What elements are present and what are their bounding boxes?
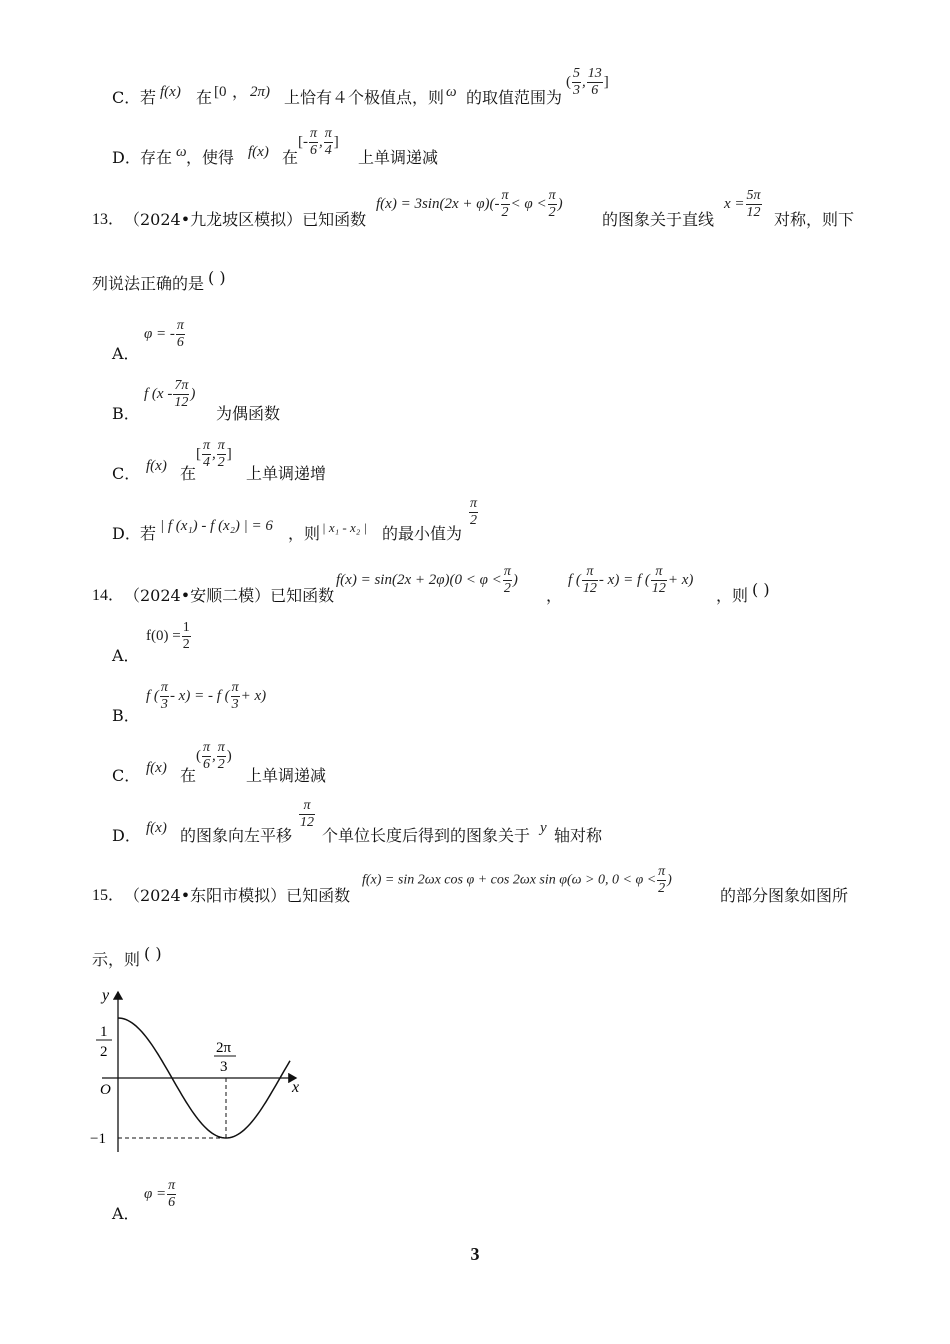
text: 对称，则下 — [774, 210, 855, 229]
option-label: B． — [112, 706, 140, 725]
denominator: 3 — [231, 697, 239, 712]
question-source: （2024•九龙坡区模拟）已知函数 — [124, 210, 367, 229]
expr: φ = — [144, 1185, 167, 1202]
denominator: 6 — [168, 1195, 176, 1210]
expr: f ( — [146, 687, 159, 704]
numerator: π — [310, 126, 318, 141]
origin-label: O — [100, 1082, 111, 1098]
expr: f(0) = — [146, 627, 181, 644]
numerator: π — [651, 564, 667, 581]
text: 在 — [180, 464, 197, 483]
fraction — [176, 318, 185, 351]
math — [144, 1178, 177, 1211]
math — [468, 496, 479, 529]
math-expr: | x₁ - x₂ | — [322, 520, 368, 535]
math — [298, 798, 316, 831]
numerator: π — [160, 680, 168, 695]
page-number: 3 — [470, 1244, 480, 1264]
numerator: 1 — [182, 620, 190, 635]
denominator: 2 — [182, 637, 190, 652]
math-interval — [298, 126, 339, 159]
paren: ) — [226, 747, 232, 764]
text: 轴对称 — [554, 826, 603, 845]
tick-half-numerator: 1 — [100, 1024, 108, 1040]
numerator: π — [231, 680, 239, 695]
tick-half-denominator: 2 — [100, 1044, 108, 1060]
answer-blank: ( ) — [752, 580, 770, 599]
math — [146, 620, 192, 653]
question-number: 15． — [92, 887, 125, 904]
expr: + x) — [667, 571, 694, 588]
numerator: π — [470, 496, 478, 511]
text: 若 — [140, 88, 157, 107]
text: ， — [546, 586, 563, 605]
question-source: （2024•安顺二模）已知函数 — [124, 586, 335, 605]
denominator: 6 — [591, 83, 599, 98]
numerator: 7π — [174, 378, 189, 393]
text: 的最小值为 — [382, 524, 463, 543]
bracket: ] — [603, 73, 609, 90]
text: 上单调递增 — [246, 464, 327, 483]
fraction — [309, 126, 318, 159]
denominator: 12 — [174, 395, 189, 410]
text: 在 — [282, 148, 299, 167]
fraction — [324, 126, 333, 159]
numerator: π — [217, 740, 225, 755]
expr: f ( — [568, 571, 581, 588]
comma: , — [212, 445, 216, 462]
fraction — [572, 66, 581, 99]
math-fx: f(x) — [146, 760, 167, 776]
math-function — [376, 188, 563, 221]
question-source: （2024•东阳市模拟）已知函数 — [124, 886, 351, 905]
paren: ) — [190, 385, 196, 402]
math-condition — [568, 564, 693, 597]
denominator: 4 — [203, 455, 210, 470]
fraction — [651, 564, 667, 597]
math-expr: | f (x₁) - f (x₂) | = 6 — [160, 518, 273, 534]
fraction — [503, 564, 512, 597]
text: ， — [232, 82, 249, 101]
answer-blank: ( ) — [144, 944, 162, 963]
option-label: A． — [112, 344, 140, 363]
tick-2pi3-numerator: 2π — [216, 1040, 232, 1056]
numerator: π — [658, 864, 666, 879]
math — [144, 318, 186, 351]
text: 的图象向左平移 — [180, 826, 293, 845]
text: 的部分图象如图所 — [720, 886, 849, 905]
numerator: π — [324, 126, 332, 141]
numerator: π — [203, 740, 211, 755]
fraction — [231, 680, 240, 713]
paren: ) — [667, 872, 672, 888]
math-function — [336, 564, 518, 597]
math-omega: ω — [446, 84, 457, 100]
numerator: π — [548, 188, 556, 203]
bracket: ] — [226, 445, 232, 462]
expr: < φ < — [510, 195, 547, 212]
denominator: 12 — [651, 581, 666, 596]
numerator: π — [582, 564, 598, 581]
denominator: 6 — [176, 335, 184, 350]
math-omega: ω — [176, 144, 187, 160]
text: 示，则 — [92, 950, 141, 969]
numerator: π — [217, 438, 225, 453]
denominator: 12 — [746, 205, 761, 220]
numerator: 5π — [746, 188, 761, 203]
text: 个单位长度后得到的图象关于 — [322, 826, 531, 845]
paren: ( — [196, 747, 201, 764]
answer-blank: ( ) — [208, 268, 226, 287]
numerator: π — [168, 1178, 176, 1193]
fraction — [167, 1178, 176, 1211]
denominator: 2 — [503, 581, 511, 596]
q15-graph — [86, 982, 316, 1162]
text: 的取值范围为 — [466, 88, 563, 107]
expr: f(x) = sin 2ωx cos φ + cos 2ωx sin φ(ω > 0, 0 < φ < — [362, 872, 657, 888]
text: 的图象关于直线 — [602, 210, 715, 229]
math-interval — [196, 740, 232, 773]
fraction — [217, 438, 226, 471]
text: 若 — [140, 524, 157, 543]
math-interval-end: 2π) — [250, 84, 271, 100]
fraction — [160, 680, 169, 713]
text: 上单调递减 — [358, 148, 439, 167]
denominator: 2 — [658, 881, 666, 896]
fraction — [202, 438, 211, 471]
numerator: π — [503, 564, 511, 579]
text: 为偶函数 — [216, 404, 281, 423]
math-function — [362, 864, 672, 897]
numerator: π — [299, 798, 315, 815]
denominator: 2 — [217, 757, 225, 772]
denominator: 2 — [217, 455, 225, 470]
text: ，则 — [288, 524, 321, 543]
text: 上单调递减 — [246, 766, 327, 785]
fraction — [217, 740, 226, 773]
math-fx: f(x) — [248, 144, 269, 160]
math — [146, 680, 266, 713]
numerator: π — [501, 188, 509, 203]
comma: , — [582, 73, 586, 90]
denominator: 12 — [582, 581, 597, 596]
question-number: 13． — [92, 211, 125, 228]
fraction — [587, 66, 603, 99]
fraction — [202, 740, 211, 773]
denominator: 4 — [324, 143, 332, 158]
expr: f(x) = sin(2x + 2φ)(0 < φ < — [336, 571, 502, 588]
tick-2pi3-denominator: 3 — [220, 1059, 228, 1075]
math-fx: f(x) — [160, 84, 181, 100]
numerator: π — [203, 438, 211, 453]
expr: - x) = f ( — [598, 571, 650, 588]
text: 在 — [196, 88, 213, 107]
option-label: D． — [112, 826, 141, 845]
comma: , — [319, 133, 323, 150]
math-interval-open: [0 — [214, 84, 227, 100]
expr: f (x - — [144, 385, 173, 402]
expr: x = — [724, 195, 745, 212]
x-axis-label: x — [292, 1079, 300, 1096]
denominator: 3 — [573, 83, 580, 98]
math-line — [724, 188, 763, 221]
math-fx: f(x) — [146, 820, 167, 836]
math-y: y — [540, 820, 547, 836]
bracket: [ — [196, 445, 201, 462]
denominator: 12 — [300, 815, 314, 830]
denominator: 6 — [310, 143, 317, 158]
option-label: D． — [112, 524, 141, 543]
fraction — [657, 864, 666, 897]
denominator: 2 — [470, 513, 477, 528]
option-label: C． — [112, 464, 141, 483]
text: ，则 — [716, 586, 749, 605]
text: 上恰有４个极值点，则 — [284, 88, 445, 107]
text: 在 — [180, 766, 197, 785]
fraction — [469, 496, 478, 529]
denominator: 2 — [501, 205, 509, 220]
fraction — [182, 620, 191, 653]
fraction — [501, 188, 510, 221]
text: 列说法正确的是 — [92, 274, 205, 293]
numerator: 5 — [573, 66, 580, 81]
comma: , — [212, 747, 216, 764]
y-axis-label: y — [102, 987, 110, 1004]
numerator: π — [176, 318, 184, 333]
text: 存在 — [140, 148, 173, 167]
fraction — [582, 564, 598, 597]
option-label: C． — [112, 88, 141, 107]
paren: ( — [566, 73, 571, 90]
option-label: B． — [112, 404, 140, 423]
math — [144, 378, 195, 411]
math-range — [566, 66, 609, 99]
paren: ) — [557, 195, 563, 212]
paren: ) — [512, 571, 518, 588]
bracket: [- — [298, 133, 308, 150]
numerator: 13 — [587, 66, 602, 81]
option-label: C． — [112, 766, 141, 785]
denominator: 3 — [160, 697, 168, 712]
fraction — [548, 188, 557, 221]
text: ，使得 — [186, 148, 235, 167]
fraction — [746, 188, 762, 221]
fraction — [299, 798, 315, 831]
option-label: A． — [112, 1204, 140, 1223]
math-interval — [196, 438, 232, 471]
option-label: D． — [112, 148, 141, 167]
expr: φ = - — [144, 325, 175, 342]
math-fx: f(x) — [146, 458, 167, 474]
expr: - x) = - f ( — [169, 687, 230, 704]
expr: f(x) = 3sin(2x + φ)(- — [376, 195, 500, 212]
expr: + x) — [240, 687, 267, 704]
denominator: 2 — [548, 205, 556, 220]
denominator: 6 — [203, 757, 210, 772]
fraction — [173, 378, 189, 411]
option-label: A． — [112, 646, 140, 665]
tick-neg-one: −1 — [90, 1131, 106, 1147]
bracket: ] — [333, 133, 339, 150]
question-number: 14． — [92, 587, 125, 604]
